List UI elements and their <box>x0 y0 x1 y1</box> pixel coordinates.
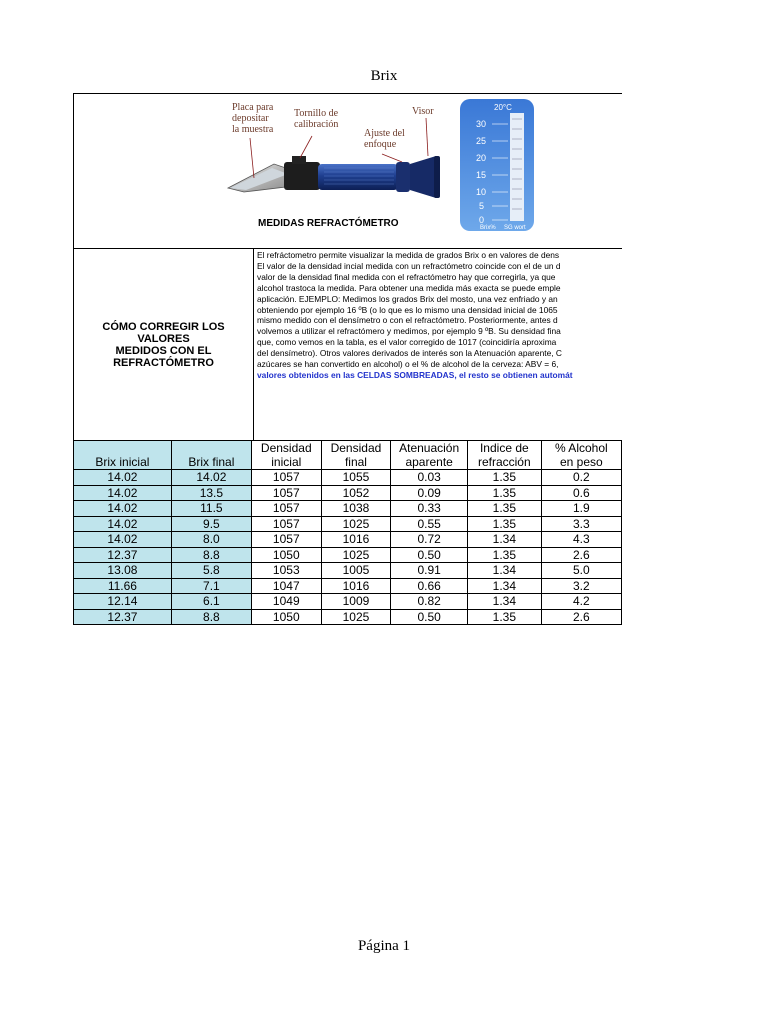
table-cell[interactable]: 13.5 <box>171 485 251 501</box>
table-cell: 1057 <box>251 470 321 486</box>
table-cell: 3.3 <box>541 516 621 532</box>
spreadsheet <box>73 93 622 625</box>
table-cell[interactable]: 8.8 <box>171 547 251 563</box>
table-cell: 1025 <box>321 547 391 563</box>
table-cell: 1.34 <box>468 594 542 610</box>
table-row <box>74 532 622 548</box>
explanation-section <box>73 248 622 440</box>
section-label: CÓMO CORREGIR LOS VALORES MEDIDOS CON EL REFRACTÓMETRO <box>74 249 254 440</box>
table-cell: 1016 <box>321 578 391 594</box>
shaded-cells-note: valores obtenidos en las CELDAS SOMBREADAS, el resto se obtienen automát <box>257 369 573 380</box>
scale-temp: 20°C <box>494 103 512 112</box>
table-cell: 1025 <box>321 609 391 625</box>
column-header: Atenuación aparente <box>391 441 468 470</box>
svg-text:15: 15 <box>476 170 487 180</box>
table-cell: 0.82 <box>391 594 468 610</box>
brix-scale-illustration <box>460 99 534 231</box>
table-cell[interactable]: 12.37 <box>74 547 172 563</box>
table-cell[interactable]: 5.8 <box>171 563 251 579</box>
table-cell[interactable]: 6.1 <box>171 594 251 610</box>
svg-text:5: 5 <box>479 201 485 211</box>
explanation-text: El refráctometro permite visualizar la medida de grados Brix o en valores de dens El valor de la densidad incial medida con un refractómetro coincide con el de un d valor de la densidad final medida con el refractómetro hay que corregirla, ya que alcohol trastoca la medida. Para obtener una medida más exacta se puede emple aplicación. EJEMPLO: Medimos los grados Brix del mosto, una vez enfriado y an obteniendo por ejemplo 16 ºB (o lo que es lo mismo una densidad inicial de 1065 mismo medido con el densímetro o con el refractómetro. Posteriormente, antes d volvemos a utilizar el refractómero y medimos, por ejemplo 9 ºB. Su densidad fina que, como vemos en la tabla, es el valor corregido de 1017 (coincidiría aproxima del densímetro). Otros valores derivados de interés son la Atenuación aparente, C azúcares se han convertido en alcohol) o el % de alcohol de la cerveza: ABV = 6, valores obtenidos en las CELDAS SOMBREADAS, el resto se obtienen automát <box>257 250 622 381</box>
table-row <box>74 609 622 625</box>
figure-caption: MEDIDAS REFRACTÓMETRO <box>258 218 399 229</box>
table-cell[interactable]: 8.8 <box>171 609 251 625</box>
table-cell: 4.2 <box>541 594 621 610</box>
table-cell: 1055 <box>321 470 391 486</box>
table-cell[interactable]: 12.37 <box>74 609 172 625</box>
table-cell: 1057 <box>251 532 321 548</box>
table-cell: 0.33 <box>391 501 468 517</box>
table-cell: 2.6 <box>541 609 621 625</box>
table-cell: 1052 <box>321 485 391 501</box>
table-cell: 0.66 <box>391 578 468 594</box>
table-row <box>74 470 622 486</box>
table-cell: 0.50 <box>391 609 468 625</box>
table-cell: 1038 <box>321 501 391 517</box>
table-cell: 0.09 <box>391 485 468 501</box>
table-cell: 1053 <box>251 563 321 579</box>
table-cell: 0.50 <box>391 547 468 563</box>
refractometer-illustration <box>214 98 454 233</box>
table-cell: 1057 <box>251 516 321 532</box>
page-header: Brix <box>370 68 398 84</box>
table-cell: 5.0 <box>541 563 621 579</box>
brix-table <box>73 440 622 625</box>
page-footer: Página 1 <box>357 938 411 954</box>
table-cell: 2.6 <box>541 547 621 563</box>
table-row <box>74 547 622 563</box>
table-cell: 1047 <box>251 578 321 594</box>
table-cell[interactable]: 8.0 <box>171 532 251 548</box>
table-cell: 0.55 <box>391 516 468 532</box>
table-cell: 1057 <box>251 501 321 517</box>
table-cell: 1.35 <box>468 470 542 486</box>
table-cell: 0.2 <box>541 470 621 486</box>
table-cell: 1.35 <box>468 485 542 501</box>
table-cell[interactable]: 11.5 <box>171 501 251 517</box>
table-cell: 1.35 <box>468 501 542 517</box>
table-cell: 1005 <box>321 563 391 579</box>
column-header: Densidad final <box>321 441 391 470</box>
table-cell: 1.35 <box>468 547 542 563</box>
table-row <box>74 563 622 579</box>
table-cell[interactable]: 11.66 <box>74 578 172 594</box>
table-cell: 0.6 <box>541 485 621 501</box>
table-cell[interactable]: 14.02 <box>171 470 251 486</box>
table-cell: 0.03 <box>391 470 468 486</box>
label-tornillo: Tornillo de calibración <box>294 108 339 130</box>
table-header-row <box>74 441 622 470</box>
column-header: Indice de refracción <box>468 441 542 470</box>
table-cell: 1.34 <box>468 578 542 594</box>
table-cell[interactable]: 14.02 <box>74 516 172 532</box>
table-row <box>74 516 622 532</box>
table-cell: 3.2 <box>541 578 621 594</box>
table-row <box>74 578 622 594</box>
table-cell[interactable]: 14.02 <box>74 501 172 517</box>
label-visor: Visor <box>412 106 434 117</box>
table-cell: 1.34 <box>468 563 542 579</box>
table-body <box>74 470 622 625</box>
table-cell: 1016 <box>321 532 391 548</box>
column-header: Densidad inicial <box>251 441 321 470</box>
label-ajuste: Ajuste del enfoque <box>364 128 405 150</box>
label-placa: Placa para depositar la muestra <box>232 102 274 135</box>
table-cell: 4.3 <box>541 532 621 548</box>
table-cell: 0.72 <box>391 532 468 548</box>
table-cell[interactable]: 9.5 <box>171 516 251 532</box>
table-cell[interactable]: 12.14 <box>74 594 172 610</box>
table-cell[interactable]: 7.1 <box>171 578 251 594</box>
table-cell[interactable]: 14.02 <box>74 470 172 486</box>
table-cell: 1057 <box>251 485 321 501</box>
svg-text:0: 0 <box>479 215 485 225</box>
table-cell[interactable]: 13.08 <box>74 563 172 579</box>
table-cell[interactable]: 14.02 <box>74 485 172 501</box>
table-cell: 1025 <box>321 516 391 532</box>
table-cell: 1050 <box>251 609 321 625</box>
table-cell: 0.91 <box>391 563 468 579</box>
table-row <box>74 594 622 610</box>
table-cell: 1.34 <box>468 532 542 548</box>
table-cell: 1009 <box>321 594 391 610</box>
table-cell[interactable]: 14.02 <box>74 532 172 548</box>
svg-text:20: 20 <box>476 153 487 163</box>
table-row <box>74 485 622 501</box>
column-header: % Alcohol en peso <box>541 441 621 470</box>
column-header: Brix inicial <box>74 441 172 470</box>
table-cell: 1049 <box>251 594 321 610</box>
column-header: Brix final <box>171 441 251 470</box>
refractometer-figure <box>73 93 622 248</box>
table-row <box>74 501 622 517</box>
table-cell: 1050 <box>251 547 321 563</box>
scale-brix-label: Brix% <box>480 225 496 231</box>
scale-sg-label: SG wort <box>504 225 526 231</box>
table-cell: 1.9 <box>541 501 621 517</box>
svg-text:10: 10 <box>476 187 487 197</box>
svg-text:30: 30 <box>476 119 487 129</box>
svg-text:25: 25 <box>476 136 487 146</box>
table-cell: 1.35 <box>468 516 542 532</box>
table-cell: 1.35 <box>468 609 542 625</box>
